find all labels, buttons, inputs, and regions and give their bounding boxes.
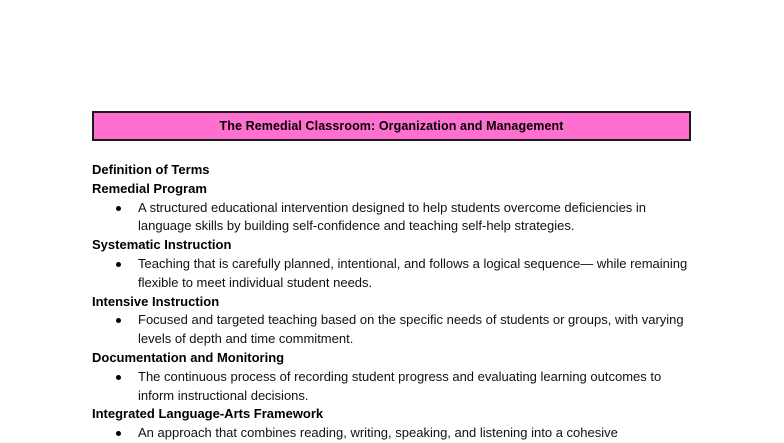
term-definition: Focused and targeted teaching based on the specific needs of students or groups, with varying levels of depth and time commitment. (138, 312, 684, 347)
section-heading: Definition of Terms (92, 162, 210, 177)
term-definition: Teaching that is carefully planned, intentional, and follows a logical sequence— while remaining flexible to meet individual student needs. (138, 255, 688, 290)
term-heading: Intensive Instruction (92, 293, 220, 309)
term-heading: Remedial Program (92, 180, 207, 196)
term-entry-intensive-instruction (92, 293, 712, 349)
definitions-section (92, 161, 712, 443)
bullet-icon (92, 368, 138, 387)
bullet-icon (92, 311, 138, 330)
term-definition: The continuous process of recording student progress and evaluating learning outcomes to inform instructional decisions. (138, 368, 662, 403)
term-definition: A structured educational intervention designed to help students overcome deficiencies in language skills by building self-confidence and teaching self-help strategies. (138, 199, 647, 234)
term-entry-remedial-program (92, 180, 712, 236)
bullet-icon (92, 424, 138, 443)
title-banner (92, 111, 691, 141)
list-item (92, 424, 712, 443)
list-item (92, 255, 712, 293)
document-title: The Remedial Classroom: Organization and Management (219, 119, 564, 133)
bullet-icon (92, 199, 138, 218)
list-item (92, 311, 712, 349)
bullet-icon (92, 255, 138, 274)
term-entry-systematic-instruction (92, 236, 712, 292)
term-entry-documentation-monitoring (92, 349, 712, 405)
term-entry-integrated-language-arts (92, 405, 712, 443)
list-item (92, 368, 712, 406)
term-heading: Systematic Instruction (92, 237, 232, 253)
term-heading: Integrated Language-Arts Framework (92, 406, 324, 422)
term-heading: Documentation and Monitoring (92, 349, 285, 365)
term-definition: An approach that combines reading, writing, speaking, and listening into a cohesive (138, 425, 618, 441)
list-item (92, 199, 712, 237)
